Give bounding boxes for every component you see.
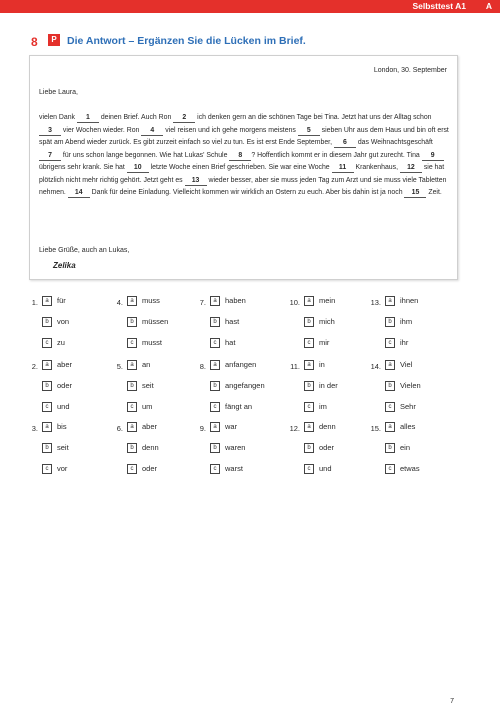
checkbox-b[interactable]: b xyxy=(385,443,395,453)
checkbox-a[interactable]: a xyxy=(210,360,220,370)
answer-option-c[interactable] xyxy=(304,464,332,474)
answer-option-a[interactable] xyxy=(304,422,336,432)
gap-5[interactable]: 5 xyxy=(298,127,320,136)
question-number: 15. xyxy=(370,424,381,433)
checkbox-c[interactable]: c xyxy=(127,338,137,348)
answer-option-label: Vielen xyxy=(400,381,421,390)
letter-text-segment: wieder besser, aber sie muss jeden Tag zum Arzt und sie muss viele Tabletten nehmen. xyxy=(39,176,447,196)
checkbox-b[interactable]: b xyxy=(127,381,137,391)
letter-closing: Liebe Grüße, auch an Lukas, xyxy=(39,247,130,254)
answer-option-label: fängt an xyxy=(225,402,253,411)
answer-option-label: aber xyxy=(142,422,158,431)
answer-option-a[interactable] xyxy=(385,296,418,306)
answer-option-c[interactable] xyxy=(385,464,420,474)
answer-option-label: ihm xyxy=(400,317,413,326)
gap-7[interactable]: 7 xyxy=(39,152,61,161)
letter-text-segment: sie hat plötzlich nicht mehr richtig gehört. Jetzt geht es xyxy=(39,164,445,184)
answer-option-c[interactable] xyxy=(127,338,162,348)
checkbox-b[interactable]: b xyxy=(42,381,52,391)
answer-option-label: Sehr xyxy=(400,402,416,411)
question-number: 1. xyxy=(31,298,38,307)
gap-11[interactable]: 11 xyxy=(332,164,354,173)
answer-option-label: aber xyxy=(57,360,73,369)
answer-option-label: denn xyxy=(142,443,159,452)
answer-option-b[interactable] xyxy=(42,443,69,453)
checkbox-b[interactable]: b xyxy=(385,317,395,327)
answer-option-a[interactable] xyxy=(304,360,325,370)
answer-option-a[interactable] xyxy=(210,422,237,432)
letter-text-segment: viel reisen und ich gehe morgens meistens xyxy=(163,126,298,134)
answer-option-label: und xyxy=(319,464,332,473)
answer-option-label: angefangen xyxy=(225,381,265,390)
answer-option-label: ihr xyxy=(400,338,409,347)
header-level: A xyxy=(485,1,492,11)
header-bar xyxy=(0,0,500,13)
letter-greeting: Liebe Laura, xyxy=(39,89,78,96)
answer-option-b[interactable] xyxy=(210,443,245,453)
gap-9[interactable]: 9 xyxy=(422,152,444,161)
answer-option-c[interactable] xyxy=(127,464,157,474)
answer-option-a[interactable] xyxy=(385,422,415,432)
checkbox-b[interactable]: b xyxy=(42,317,52,327)
answer-option-label: seit xyxy=(57,443,69,452)
answer-option-label: in der xyxy=(319,381,338,390)
question-number: 12. xyxy=(289,424,300,433)
gap-10[interactable]: 10 xyxy=(127,164,149,173)
answer-option-a[interactable] xyxy=(385,360,412,370)
checkbox-b[interactable]: b xyxy=(385,381,395,391)
answer-option-label: muss xyxy=(142,296,160,305)
checkbox-c[interactable]: c xyxy=(210,402,220,412)
page-number: 7 xyxy=(450,698,454,705)
letter-text-segment: Krankenhaus, xyxy=(353,164,400,171)
checkbox-a[interactable]: a xyxy=(385,422,395,432)
letter-date: London, 30. September xyxy=(373,67,447,74)
answer-option-b[interactable] xyxy=(385,381,421,391)
checkbox-c[interactable]: c xyxy=(127,464,137,474)
answer-option-c[interactable] xyxy=(42,402,70,412)
letter-text-segment: für uns schon lange begonnen. Wie hat Lukas' Schule xyxy=(61,151,230,159)
answer-option-label: seit xyxy=(142,381,154,390)
exercise-title: Die Antwort – Ergänzen Sie die Lücken im Brief. xyxy=(67,35,306,47)
answer-option-a[interactable] xyxy=(42,296,66,306)
checkbox-c[interactable]: c xyxy=(304,402,314,412)
checkbox-a[interactable]: a xyxy=(42,360,52,370)
answer-option-b[interactable] xyxy=(210,317,239,327)
letter-body xyxy=(39,112,449,200)
answer-option-label: hat xyxy=(225,338,236,347)
answer-option-c[interactable] xyxy=(42,464,67,474)
answer-option-c[interactable] xyxy=(210,402,252,412)
question-number: 2. xyxy=(31,362,38,371)
answer-option-b[interactable] xyxy=(127,381,154,391)
answer-option-label: haben xyxy=(225,296,246,305)
answer-option-c[interactable] xyxy=(42,338,65,348)
checkbox-a[interactable]: a xyxy=(127,296,137,306)
answer-option-label: zu xyxy=(57,338,65,347)
gap-13[interactable]: 13 xyxy=(185,177,207,186)
answer-option-b[interactable] xyxy=(127,443,159,453)
answer-option-c[interactable] xyxy=(210,464,243,474)
answer-option-label: und xyxy=(57,402,70,411)
exercise-badge: P xyxy=(48,34,60,46)
checkbox-c[interactable]: c xyxy=(304,464,314,474)
answer-option-label: musst xyxy=(142,338,163,347)
answer-option-label: müssen xyxy=(142,317,169,326)
gap-6[interactable]: 6 xyxy=(334,139,356,148)
answer-option-label: oder xyxy=(319,443,335,452)
checkbox-b[interactable]: b xyxy=(210,381,220,391)
checkbox-c[interactable]: c xyxy=(385,402,395,412)
answer-option-label: mein xyxy=(319,296,336,305)
checkbox-b[interactable]: b xyxy=(127,317,137,327)
checkbox-b[interactable]: b xyxy=(210,317,220,327)
answer-option-label: alles xyxy=(400,422,416,431)
answer-option-label: waren xyxy=(225,443,246,452)
answer-option-a[interactable] xyxy=(127,422,157,432)
answer-option-label: denn xyxy=(319,422,336,431)
checkbox-b[interactable]: b xyxy=(127,443,137,453)
letter-text-segment: das Weihnachtsgeschäft xyxy=(355,139,433,146)
letter-text-segment: Dank für deine Einladung. Vielleicht kommen wir wirklich an Ostern zu euch. Aber bis dahin ist ja noch xyxy=(89,189,405,196)
answer-option-label: ihnen xyxy=(400,296,419,305)
question-number: 6. xyxy=(116,424,123,433)
letter-text-segment: übrigens sehr krank. Sie hat xyxy=(39,164,127,171)
answer-option-label: im xyxy=(319,402,327,411)
checkbox-c[interactable]: c xyxy=(210,338,220,348)
answer-option-b[interactable] xyxy=(127,317,168,327)
answer-option-c[interactable] xyxy=(210,338,235,348)
gap-8[interactable]: 8 xyxy=(229,152,251,161)
answer-option-a[interactable] xyxy=(127,360,150,370)
letter-text-segment: ? Hoffentlich kommt er in diesem Jahr gut zurecht. Tina xyxy=(251,151,422,159)
answer-option-label: an xyxy=(142,360,151,369)
question-number: 4. xyxy=(116,298,123,307)
question-number: 10. xyxy=(289,298,300,307)
checkbox-a[interactable]: a xyxy=(210,296,220,306)
answer-option-b[interactable] xyxy=(304,443,334,453)
question-number: 11. xyxy=(290,362,300,371)
answer-option-c[interactable] xyxy=(127,402,152,412)
checkbox-c[interactable]: c xyxy=(304,338,314,348)
answer-option-b[interactable] xyxy=(42,317,69,327)
gap-14[interactable]: 14 xyxy=(68,189,90,198)
answer-option-label: etwas xyxy=(400,464,420,473)
checkbox-c[interactable]: c xyxy=(42,464,52,474)
checkbox-b[interactable]: b xyxy=(304,317,314,327)
checkbox-a[interactable]: a xyxy=(385,296,395,306)
letter-text-segment: deinen Brief. Auch Ron xyxy=(98,114,174,121)
letter-text-segment: sieben Uhr aus dem Haus und bin oft erst spät am Abend wieder zurück. Es gibt zurzeit einfach so viel zu tun. Es ist erst Ende September, xyxy=(39,126,449,146)
answer-option-label: ein xyxy=(400,443,411,452)
question-number: 7. xyxy=(199,298,206,307)
checkbox-b[interactable]: b xyxy=(304,443,314,453)
question-number: 13. xyxy=(370,298,381,307)
checkbox-c[interactable]: c xyxy=(42,402,52,412)
question-number: 8. xyxy=(199,362,206,371)
answer-option-label: war xyxy=(225,422,238,431)
gap-12[interactable]: 12 xyxy=(400,164,422,173)
checkbox-a[interactable]: a xyxy=(127,422,137,432)
checkbox-b[interactable]: b xyxy=(210,443,220,453)
answer-option-label: vor xyxy=(57,464,68,473)
question-number: 3. xyxy=(31,424,38,433)
answer-option-label: anfangen xyxy=(225,360,257,369)
checkbox-a[interactable]: a xyxy=(42,296,52,306)
answer-option-b[interactable] xyxy=(42,381,72,391)
checkbox-c[interactable]: c xyxy=(385,338,395,348)
checkbox-a[interactable]: a xyxy=(42,422,52,432)
answer-option-label: von xyxy=(57,317,70,326)
answer-option-label: oder xyxy=(142,464,158,473)
answer-option-label: mich xyxy=(319,317,335,326)
letter-text-segment: ich denken gern an die schönen Tage bei Tina. Jetzt hat uns der Alltag schon xyxy=(195,114,432,121)
answer-option-label: bis xyxy=(57,422,67,431)
letter-signature: Zelika xyxy=(53,261,76,270)
checkbox-b[interactable]: b xyxy=(42,443,52,453)
header-title: Selbsttest A1 xyxy=(412,1,466,11)
answer-option-b[interactable] xyxy=(304,381,338,391)
answer-option-label: Viel xyxy=(400,360,413,369)
letter-text-segment: Zeit. xyxy=(426,189,442,196)
checkbox-c[interactable]: c xyxy=(127,402,137,412)
answer-option-label: warst xyxy=(225,464,243,473)
answer-option-a[interactable] xyxy=(210,296,246,306)
answer-option-label: für xyxy=(57,296,66,305)
answer-option-b[interactable] xyxy=(385,317,412,327)
answer-option-c[interactable] xyxy=(385,402,416,412)
gap-3[interactable]: 3 xyxy=(39,127,61,136)
answer-option-a[interactable] xyxy=(42,360,72,370)
answer-option-label: in xyxy=(319,360,325,369)
letter-text-segment: vier Wochen wieder. Ron xyxy=(61,126,142,134)
answer-option-b[interactable] xyxy=(385,443,410,453)
checkbox-a[interactable]: a xyxy=(385,360,395,370)
gap-4[interactable]: 4 xyxy=(141,127,163,136)
letter-box xyxy=(29,55,458,280)
answer-option-b[interactable] xyxy=(210,381,265,391)
checkbox-a[interactable]: a xyxy=(304,422,314,432)
answer-option-c[interactable] xyxy=(304,402,327,412)
checkbox-a[interactable]: a xyxy=(304,360,314,370)
question-number: 9. xyxy=(199,424,206,433)
answer-option-a[interactable] xyxy=(42,422,67,432)
checkbox-c[interactable]: c xyxy=(42,338,52,348)
answer-option-label: oder xyxy=(57,381,73,390)
letter-text-segment: letzte Woche einen Brief geschrieben. Sie war eine Woche xyxy=(148,164,332,171)
answer-option-a[interactable] xyxy=(127,296,160,306)
answer-option-b[interactable] xyxy=(304,317,335,327)
answer-option-c[interactable] xyxy=(304,338,329,348)
answer-option-c[interactable] xyxy=(385,338,408,348)
gap-2[interactable]: 2 xyxy=(173,114,195,123)
checkbox-a[interactable]: a xyxy=(304,296,314,306)
answer-option-label: mir xyxy=(319,338,330,347)
checkbox-b[interactable]: b xyxy=(304,381,314,391)
checkbox-a[interactable]: a xyxy=(127,360,137,370)
checkbox-a[interactable]: a xyxy=(210,422,220,432)
answer-option-a[interactable] xyxy=(210,360,256,370)
checkbox-c[interactable]: c xyxy=(385,464,395,474)
gap-1[interactable]: 1 xyxy=(77,114,99,123)
answer-option-a[interactable] xyxy=(304,296,335,306)
answer-option-label: um xyxy=(142,402,153,411)
question-number: 5. xyxy=(116,362,123,371)
question-number: 14. xyxy=(370,362,381,371)
exercise-number: 8 xyxy=(31,35,38,49)
letter-text-segment: vielen Dank xyxy=(39,114,77,121)
checkbox-c[interactable]: c xyxy=(210,464,220,474)
gap-15[interactable]: 15 xyxy=(404,189,426,198)
answer-option-label: hast xyxy=(225,317,240,326)
